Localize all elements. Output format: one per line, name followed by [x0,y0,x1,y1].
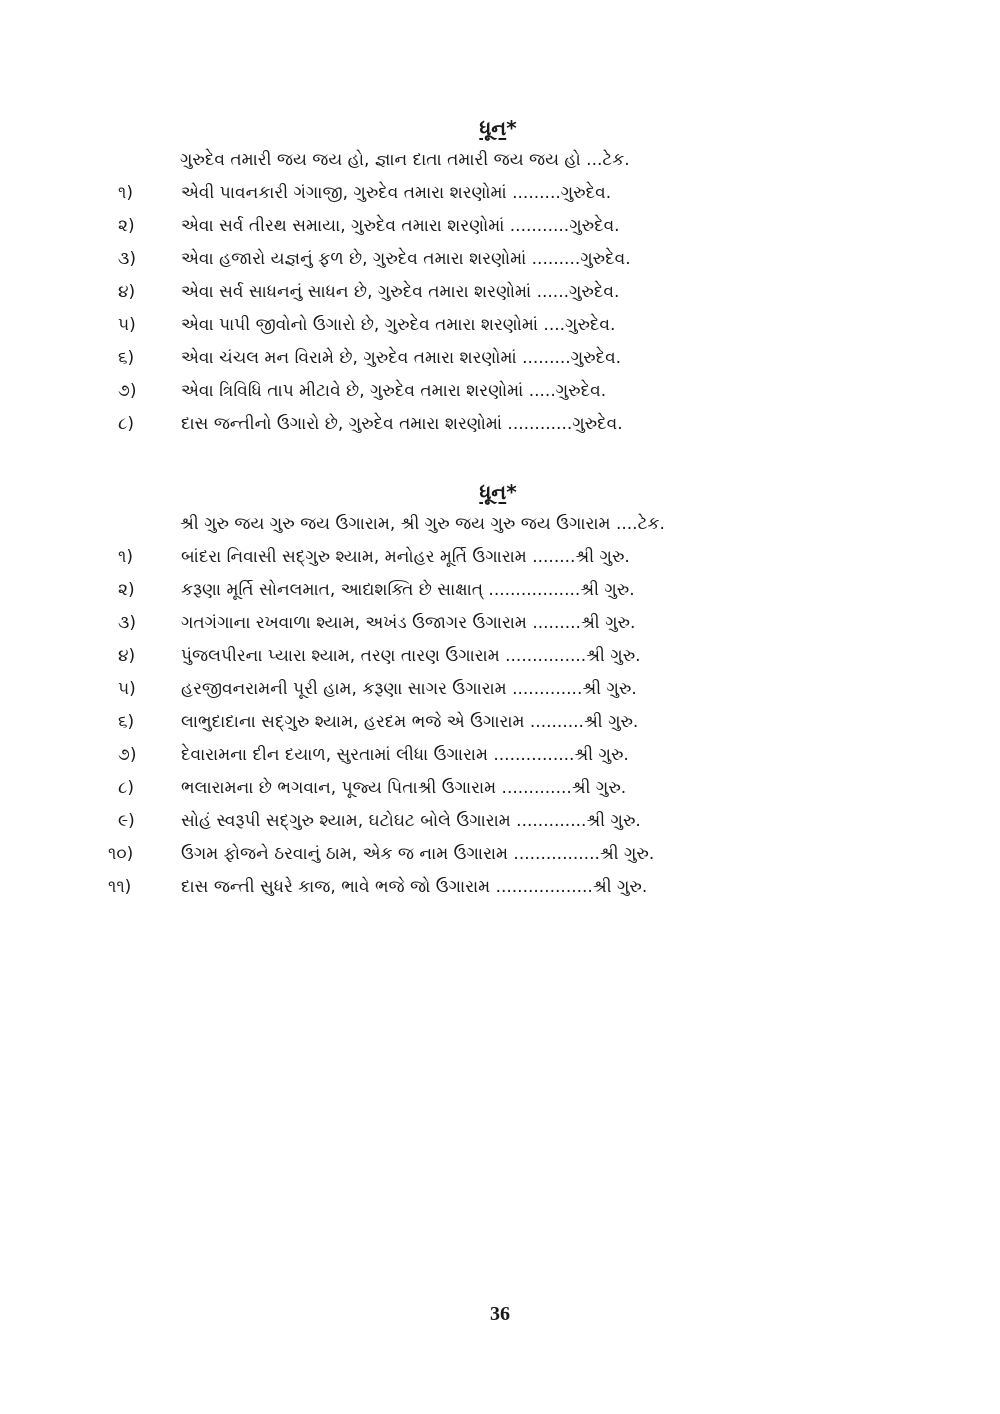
verse-number: ૩) [118,249,136,269]
verse-text: પુંજલપીરના પ્યારા શ્યામ, તરણ તારણ ઉગારામ ...............શ્રી ગુરુ. [181,646,641,666]
verse-number: ૫) [118,315,136,335]
page-number: 36 [490,1303,510,1325]
verse-line [0,243,1000,276]
dhun-section-1 [0,112,1000,441]
verse-text: બાંદરા નિવાસી સદ્‌ગુરુ શ્યામ, મનોહર મૂર્તિ ઉગારામ ........શ્રી ગુરુ. [181,547,630,567]
verse-line [0,805,1000,838]
verse-number: ૨) [118,580,135,600]
verse-number: ૯) [118,811,135,831]
verse-number: ૨) [118,216,135,236]
verse-line [0,772,1000,805]
verse-line [0,607,1000,640]
verse-line [0,408,1000,441]
refrain-line: ગુરુદેવ તમારી જય જય હો, જ્ઞાન દાતા તમારી જય જય હો ...ટેક. [180,150,630,170]
verse-text: એવા ચંચલ મન વિરામે છે, ગુરુદેવ તમારા શરણોમાં .........ગુરુદેવ. [181,348,622,368]
verse-line [0,210,1000,243]
verse-number: ૩) [118,613,136,633]
verse-line [0,739,1000,772]
verse-line [0,177,1000,210]
verse-line [0,309,1000,342]
verse-number: ૧) [118,183,133,203]
section-title: ધૂન* [479,480,517,504]
verse-number: ૭) [118,381,137,401]
verse-text: ભલારામના છે ભગવાન, પૂજ્ય પિતાશ્રી ઉગારામ .............શ્રી ગુરુ. [181,778,627,798]
verse-number: ૬) [118,348,135,368]
verse-line [0,673,1000,706]
verse-text: હરજીવનરામની પૂરી હામ, કરૂણા સાગર ઉગારામ .............શ્રી ગુરુ. [181,679,637,699]
verse-number: ૮) [118,778,134,798]
verse-text: દેવારામના દીન દયાળ, સુરતામાં લીધા ઉગારામ ...............શ્રી ગુરુ. [181,745,629,765]
verse-number: ૧૧) [108,877,132,897]
verse-number: ૭) [118,745,137,765]
title-asterisk: * [506,480,517,504]
verse-line [0,276,1000,309]
verse-text: એવા ત્રિવિધિ તાપ મીટાવે છે, ગુરુદેવ તમારા શરણોમાં .....ગુરુદેવ. [181,381,607,401]
verse-text: સોહં સ્વરૂપી સદ્‌ગુરુ શ્યામ, ઘટોઘટ બોલે ઉગારામ .............શ્રી ગુરુ. [181,811,641,831]
verse-text: ગતગંગાના રખવાળા શ્યામ, અખંડ ઉજાગર ઉગારામ .........શ્રી ગુરુ. [181,613,636,633]
verse-line [0,706,1000,739]
verse-number: ૬) [118,712,135,732]
verse-text: એવા પાપી જીવોનો ઉગારો છે, ગુરુદેવ તમારા શરણોમાં ....ગુરુદેવ. [181,315,616,335]
section-title: ધૂન* [479,116,517,140]
verse-text: ઉગમ ફોજને ઠરવાનું ઠામ, એક જ નામ ઉગારામ ................શ્રી ગુરુ. [181,844,655,864]
verse-line [0,640,1000,673]
verse-number: ૧૦) [108,844,134,864]
verse-line [0,342,1000,375]
verse-text: કરૂણા મૂર્તિ સોનલમાત, આદ્યશક્તિ છે સાક્ષાત્ .................શ્રી ગુરુ. [181,580,635,600]
verse-number: ૪) [118,282,136,302]
verse-text: દાસ જન્તીનો ઉગારો છે, ગુરુદેવ તમારા શરણોમાં ............ગુરુદેવ. [181,414,623,434]
verse-line [0,541,1000,574]
verse-text: લાભુદાદાના સદ્‌ગુરુ શ્યામ, હરદમ ભજે એ ઉગારામ ..........શ્રી ગુરુ. [181,712,639,732]
verse-line [0,838,1000,871]
verse-text: એવી પાવનકારી ગંગાજી, ગુરુદેવ તમારા શરણોમાં .........ગુરુદેવ. [181,183,612,203]
verse-number: ૧) [118,547,133,567]
verse-number: ૮) [118,414,134,434]
title-asterisk: * [506,116,517,140]
verse-line [0,574,1000,607]
dhun-section-2 [0,476,1000,904]
verse-line [0,871,1000,904]
refrain-line: શ્રી ગુરુ જય ગુરુ જય ઉગારામ, શ્રી ગુરુ જય ગુરુ જય ઉગારામ ....ટેક. [180,514,665,534]
verse-text: એવા સર્વ સાધનનું સાધન છે, ગુરુદેવ તમારા શરણોમાં ......ગુરુદેવ. [181,282,620,302]
verse-line [0,375,1000,408]
verse-text: એવા હજારો યજ્ઞનું ફળ છે, ગુરુદેવ તમારા શરણોમાં .........ગુરુદેવ. [181,249,631,269]
verse-number: ૫) [118,679,136,699]
verse-text: એવા સર્વ તીરથ સમાયા, ગુરુદેવ તમારા શરણોમાં ...........ગુરુદેવ. [181,216,620,236]
verse-text: દાસ જન્તી સુધરે કાજ, ભાવે ભજે જો ઉગારામ ..................શ્રી ગુરુ. [181,877,648,897]
verse-number: ૪) [118,646,136,666]
